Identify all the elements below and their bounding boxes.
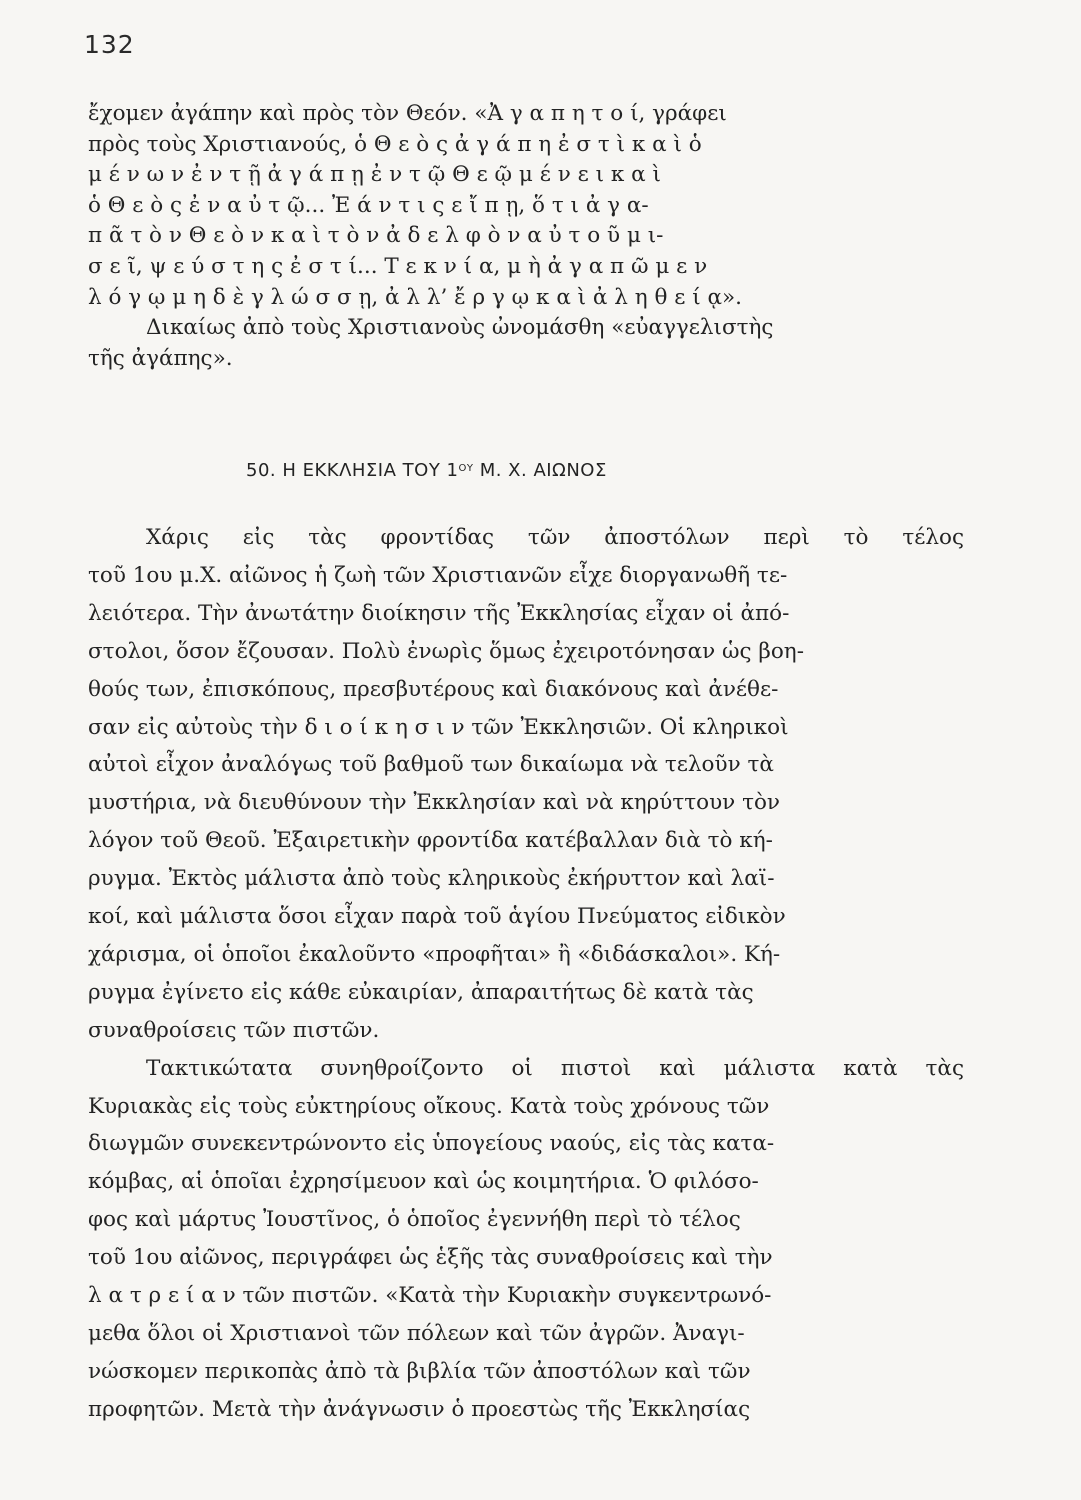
text-line: μ έ ν ω ν ἐ ν τ ῇ ἀ γ ά π ῃ ἐ ν τ ῷ Θ ε ῷ μ έ ν ε ι κ α ὶ <box>88 162 661 188</box>
text-line: τῆς ἀγάπης». <box>88 345 233 371</box>
text-line: αὐτοὶ εἶχον ἀναλόγως τοῦ βαθμοῦ των δικαίωμα νὰ τελοῦν τὰ <box>88 752 774 778</box>
text-line: Κυριακὰς εἰς τοὺς εὐκτηρίους οἴκους. Κατὰ τοὺς χρόνους τῶν <box>88 1093 770 1119</box>
text-line: μεθα ὅλοι οἱ Χριστιανοὶ τῶν πόλεων καὶ τῶν ἀγρῶν. Ἀναγι- <box>88 1320 745 1346</box>
text-line: διωγμῶν συνεκεντρώνοντο εἰς ὑπογείους ναούς, εἰς τὰς κατα- <box>88 1131 775 1157</box>
text-line: πρὸς τοὺς Χριστιανούς, ὁ Θ ε ὸ ς ἀ γ ά π η ἐ σ τ ὶ κ α ὶ ὁ <box>88 131 702 157</box>
text-line: στολοι, ὅσον ἔζουσαν. Πολὺ ἐνωρὶς ὅμως ἐχειροτόνησαν ὡς βοη- <box>88 638 804 664</box>
text-line: τοῦ 1ου αἰῶνος, περιγράφει ὡς ἑξῆς τὰς συναθροίσεις καὶ τὴν <box>88 1245 773 1271</box>
text-line: θούς των, ἐπισκόπους, πρεσβυτέρους καὶ διακόνους καὶ ἀνέθε- <box>88 676 779 702</box>
text-line: ἔχομεν ἀγάπην καὶ πρὸς τὸν Θεόν. «Ἀ γ α π η τ ο ί, γράφει <box>88 101 727 126</box>
text-line: Δικαίως ἀπὸ τοὺς Χριστιανοὺς ὠνομάσθη «εὐαγγελιστὴς <box>146 315 774 341</box>
text-line: ὁ Θ ε ὸ ς ἐ ν α ὐ τ ῷ... Ἐ ά ν τ ι ς ε ἴ π ῃ, ὅ τ ι ἀ γ α- <box>88 192 649 218</box>
text-line: σ ε ῖ, ψ ε ύ σ τ η ς ἐ σ τ ί... Τ ε κ ν ί α, μ ὴ ἀ γ α π ῶ μ ε ν <box>88 254 708 279</box>
heading-superscript: ΟΥ <box>458 463 474 474</box>
text-line: Τακτικώτατα συνηθροίζοντο οἱ πιστοὶ καὶ μάλιστα κατὰ τὰς <box>146 1055 964 1081</box>
text-line: κοί, καὶ μάλιστα ὅσοι εἶχαν παρὰ τοῦ ἁγίου Πνεύματος εἰδικὸν <box>88 904 786 929</box>
section-heading <box>246 458 607 484</box>
text-line: λειότερα. Τὴν ἀνωτάτην διοίκησιν τῆς Ἐκκλησίας εἶχαν οἱ ἀπό- <box>88 600 790 626</box>
text-line: τοῦ 1ου μ.Χ. αἰῶνος ἡ ζωὴ τῶν Χριστιανῶν εἶχε διοργανωθῆ τε- <box>88 562 788 588</box>
text-line: νώσκομεν περικοπὰς ἀπὸ τὰ βιβλία τῶν ἀποστόλων καὶ τῶν <box>88 1358 751 1384</box>
text-line: σαν εἰς αὐτοὺς τὴν δ ι ο ί κ η σ ι ν τῶν Ἐκκλησιῶν. Οἱ κληρικοὶ <box>88 714 789 740</box>
text-line: ρυγμα ἐγίνετο εἰς κάθε εὐκαιρίαν, ἀπαραιτήτως δὲ κατὰ τὰς <box>88 979 754 1005</box>
text-line: ρυγμα. Ἐκτὸς μάλιστα ἀπὸ τοὺς κληρικοὺς ἐκήρυττον καὶ λαϊ- <box>88 866 775 892</box>
text-line: χάρισμα, οἱ ὁποῖοι ἐκαλοῦντο «προφῆται» ἢ «διδάσκαλοι». Κή- <box>88 941 781 967</box>
text-line: λ α τ ρ ε ί α ν τῶν πιστῶν. «Κατὰ τὴν Κυριακὴν συγκεντρωνό- <box>88 1283 772 1308</box>
text-line: λόγον τοῦ Θεοῦ. Ἐξαιρετικὴν φροντίδα κατέβαλλαν διὰ τὸ κή- <box>88 828 773 854</box>
text-line: συναθροίσεις τῶν πιστῶν. <box>88 1017 380 1043</box>
text-line: μυστήρια, νὰ διευθύνουν τὴν Ἐκκλησίαν καὶ νὰ κηρύττουν τὸν <box>88 790 780 816</box>
text-line: λ ό γ ῳ μ η δ ὲ γ λ ώ σ σ ῃ, ἀ λ λ’ ἔ ρ γ ῳ κ α ὶ ἀ λ η θ ε ί ᾳ». <box>88 284 742 310</box>
text-line: π ᾶ τ ὸ ν Θ ε ὸ ν κ α ὶ τ ὸ ν ἀ δ ε λ φ ὸ ν α ὐ τ ο ῦ μ ι- <box>88 223 664 249</box>
text-line: φος καὶ μάρτυς Ἰουστῖνος, ὁ ὁποῖος ἐγεννήθη περὶ τὸ τέλος <box>88 1207 741 1233</box>
text-line: Χάρις εἰς τὰς φροντίδας τῶν ἀποστόλων περὶ τὸ τέλος <box>146 525 964 550</box>
page-number: 132 <box>84 30 135 59</box>
text-line: κόμβας, αἱ ὁποῖαι ἐχρησίμευον καὶ ὡς κοιμητήρια. Ὁ φιλόσο- <box>88 1169 759 1195</box>
heading-suffix: Μ. Χ. ΑΙΩΝΟΣ <box>473 460 607 481</box>
heading-prefix: 50. Η ΕΚΚΛΗΣΙΑ ΤΟΥ 1 <box>246 460 459 481</box>
text-line: προφητῶν. Μετὰ τὴν ἀνάγνωσιν ὁ προεστὼς τῆς Ἐκκλησίας <box>88 1396 751 1422</box>
